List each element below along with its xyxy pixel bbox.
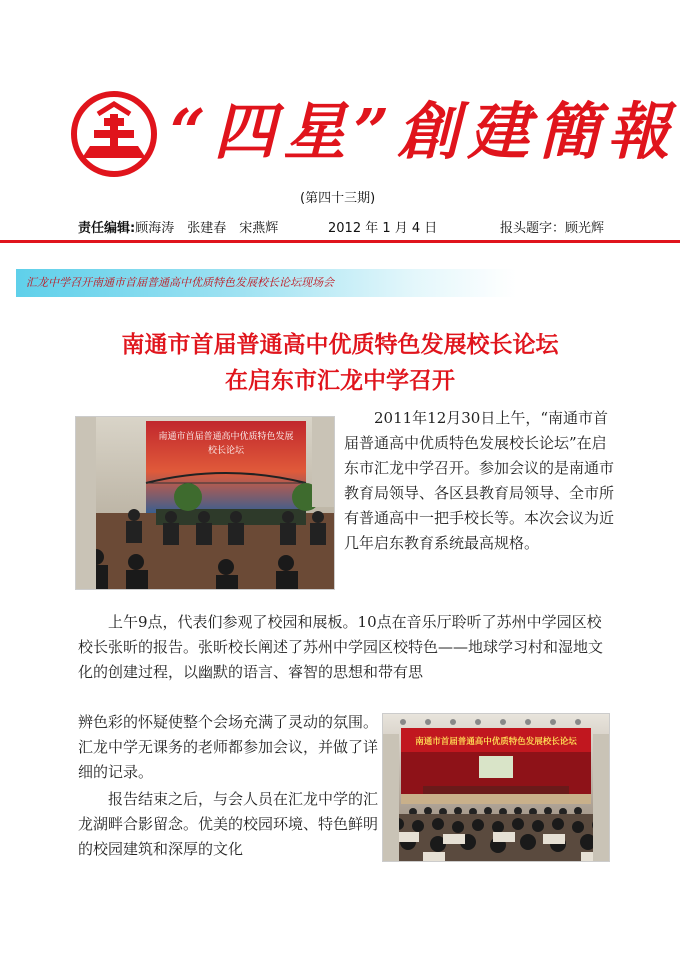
section-banner-text: 汇龙中学召开南通市首届普通高中优质特色发展校长论坛现场会 [26,276,334,289]
article-paragraph-1: 2011年12月30日上午，“南通市首届普通高中优质特色发展校长论坛”在启东市汇龙中学召开。参加会议的是南通市教育局领导、各区县教育局领导、全市所有普通高中一把手校长等。本次会议为近几年启东教育系统最高规格。 [344,409,615,552]
forum-stage-photo [75,416,335,590]
auditorium-image [383,714,609,861]
editors-row [78,217,638,236]
article-headline-line1: 南通市首届普通高中优质特色发展校长论坛 [121,331,559,358]
screen-text-line1: 南通市首届普通高中优质特色发展 [158,432,294,442]
article-headline-line2: 在启东市汇龙中学召开 [225,367,455,394]
masthead-divider [0,240,680,243]
calligrapher-credit: 报头题字：顾光辉 [500,221,605,236]
editors-label: 责任编辑: [78,221,136,236]
newsletter-logo [68,88,160,180]
issue-date: 2012 年 1 月 4 日 [328,221,438,236]
auditorium-photo [382,713,610,862]
screen-text-line2: 校长论坛 [207,446,245,456]
article-paragraph-2: 上午9点，代表们参观了校园和展板。10点在音乐厅聆听了苏州中学园区校校长张昕的报告。张昕校长阐述了苏州中学园区校特色——地球学习村和湿地文化的创建过程，以幽默的语言、睿智的思想和带有思 [78,613,604,681]
auditorium-banner-text: 南通市首届普通高中优质特色发展校长论坛 [415,737,577,747]
editors-names: 顾海涛 张建春 宋燕辉 [135,221,279,236]
forum-stage-image [76,417,334,589]
article-paragraph-3: 报告结束之后，与会人员在汇龙中学的汇龙湖畔合影留念。优美的校园环境、特色鲜明的校园建筑和深厚的文化 [78,790,379,858]
masthead-title: “四星”創建簡報 [170,95,678,168]
article-paragraph-2-continued: 辨色彩的怀疑使整个会场充满了灵动的氛围。汇龙中学无课务的老师都参加会议，并做了详细的记录。 [78,713,379,781]
issue-number: (第四十三期) [300,191,376,206]
